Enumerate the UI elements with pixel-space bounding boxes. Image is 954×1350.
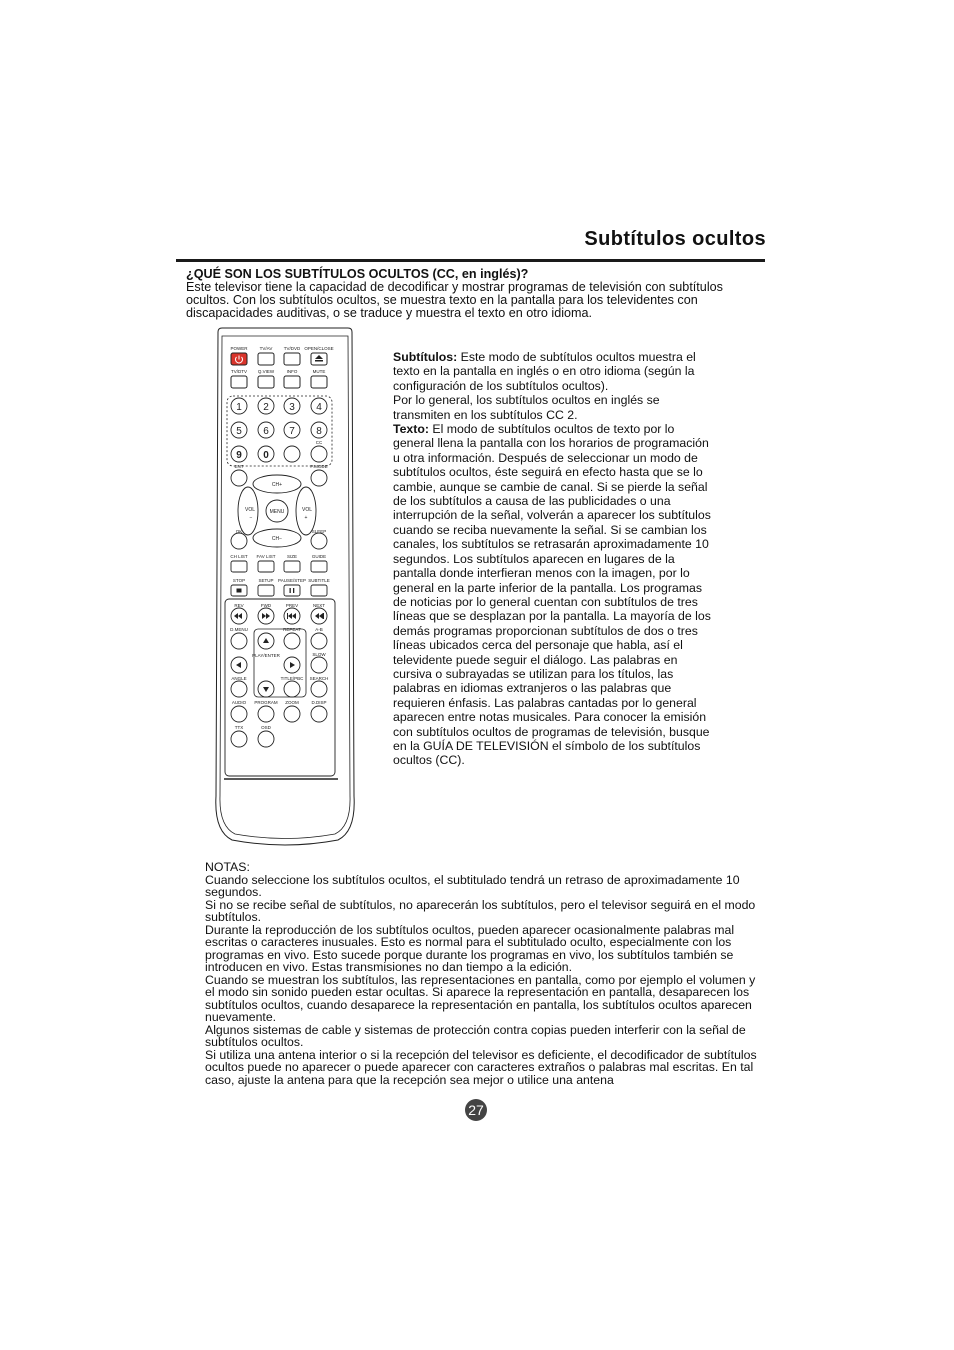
stop-icon (237, 589, 242, 593)
side-line: de los subtítulos a causa de las publicidades o una (393, 494, 671, 509)
playenter-label: PLAY/ENTER (252, 653, 280, 658)
tvdtv-button[interactable] (231, 376, 247, 388)
side-line: requieren énfasis. Las palabras cantadas por lo general (393, 695, 697, 710)
side-line: segundos. Los subtítulos aparecen en lugares de la (393, 551, 675, 566)
texto-line (393, 422, 729, 436)
note-line: Si no se recibe señal de subtítulos, no aparecerán los subtítulos, pero el televisor seguirá en el modo (205, 897, 756, 912)
side-line: aparecen entre notas musicales. Para conocer la emisión (393, 710, 707, 725)
page-number-badge: 27 (465, 1099, 487, 1121)
guide-button[interactable] (311, 561, 327, 572)
mute-button[interactable] (311, 376, 327, 388)
ok-button[interactable] (231, 533, 247, 549)
side-line: en la GUÍA DE TELEVISIÓN el símbolo de los subtítulos (393, 738, 701, 753)
side-line: canales, los subtítulos se retrasarán aproximadamente 10 (393, 537, 709, 552)
ab-label: A-B (315, 627, 323, 632)
side-line: cambie, aunque se cambie de canal. Si se pierde la señal (393, 479, 708, 494)
tvdtv-label: TV/DTV (230, 369, 248, 374)
favlist-button[interactable] (258, 561, 274, 572)
vol-minus-label: − (249, 515, 253, 521)
digit-label: 4 (316, 402, 322, 413)
note-line: Cuando seleccione los subtítulos ocultos, el subtitulado tendrá un retraso de aproximadamente 10 (205, 872, 740, 887)
note-line: Durante la reproducción de los subtítulos ocultos, pueden aparecer ocasionalmente palabras mal (205, 922, 735, 937)
side-line: general en la parte inferior de la pantalla. Los programas (393, 580, 702, 595)
size-label: SIZE (286, 554, 298, 559)
menu-label: MENU (269, 509, 285, 515)
note-line: programas en vivo. Esto sucede porque durante los programas en vivo, los subtítulos también se (205, 947, 734, 962)
note-line: subtítulos ocultos, cuando desaparece la representación en pantalla, los subtítulos ocultos aparecen (205, 997, 752, 1012)
vol-left-label: VOL (244, 507, 256, 513)
side-line: general llena la pantalla con los horarios de programación (393, 436, 709, 451)
chlist-label: CH LIST (230, 554, 248, 559)
zoom-label: ZOOM (285, 700, 299, 705)
favlist-label: FAV LIST (256, 554, 276, 559)
program-label: PROGRAM (254, 700, 278, 705)
pmode-label: P.MODE (310, 464, 328, 469)
note-line: introducen en vivo. Estas transmisiones no dan tiempo a la edición. (205, 960, 573, 974)
subtitle-button[interactable] (311, 585, 327, 596)
sleep-button[interactable] (311, 533, 327, 549)
texto-text: El modo de subtítulos ocultos de texto por lo (428, 422, 675, 437)
remote-control-illustration (210, 326, 360, 848)
digit-label: 2 (263, 402, 269, 413)
angle-label: ANGLE (231, 676, 247, 681)
digit-label: 0 (263, 450, 269, 461)
arrow-down-icon (263, 687, 269, 692)
digit-label: 7 (289, 426, 295, 437)
digit-label: 8 (316, 426, 322, 437)
note-line: subtítulos ocultos. (205, 1035, 304, 1049)
angle-button[interactable] (231, 681, 247, 697)
intro-line: discapacidades auditivas, o se traduce y muestra el texto en otro idioma. (186, 306, 593, 320)
dvd-panel (225, 599, 335, 776)
search-button[interactable] (311, 681, 327, 697)
pmode-button[interactable] (311, 470, 327, 486)
side-line: líneas ubicados cerca del personaje que habla, así el (393, 638, 683, 653)
side-line: de noticias por lo general cuentan con subtítulos de tres (393, 594, 698, 609)
slow-label: SLOW (312, 652, 326, 657)
side-line: Por lo general, los subtítulos ocultos en inglés se (393, 393, 660, 408)
subtitle-label: SUBTITLE (308, 578, 330, 583)
cc-button[interactable] (311, 446, 327, 462)
note-line: subtítulos. (205, 910, 262, 924)
ddisp-button[interactable] (311, 706, 327, 722)
audio-button[interactable] (231, 706, 247, 722)
note-line: caso, ajuste la antena para que la recepción sea mejor o utilice una antena (205, 1072, 614, 1087)
program-button[interactable] (258, 706, 274, 722)
vol-plus-label: + (304, 515, 308, 521)
side-line: interrupción de la señal, volverán a aparecer los subtítulos (393, 508, 711, 523)
ddisp-label: D.DISP (311, 700, 327, 705)
digit-label: 6 (263, 426, 269, 437)
intro-line: Este televisor tiene la capacidad de decodificar y mostrar programas de televisión con subtítulos (186, 280, 723, 294)
ent-button[interactable] (231, 470, 247, 486)
side-line: ocultos (CC). (393, 753, 465, 768)
power-label: POWER (230, 346, 248, 351)
cc-label: CC (315, 440, 323, 445)
side-line: líneas que se desplazan por la pantalla. La mayoría de los (393, 609, 711, 624)
side-line: texto en la pantalla en inglés o en otro idioma (según la (393, 364, 695, 379)
audio-label: AUDIO (231, 700, 247, 705)
slow-button[interactable] (311, 657, 327, 673)
ok-label: OK (235, 529, 243, 534)
subtitulos-text: Este modo de subtítulos ocultos muestra el (457, 350, 696, 364)
zoom-button[interactable] (284, 706, 300, 722)
mute-label: MUTE (312, 369, 326, 374)
openclose-label: OPEN/CLOSE (304, 346, 334, 351)
previous-icon (287, 613, 296, 619)
tvdvd-button[interactable] (284, 353, 300, 365)
repeat-label: REPEAT (283, 627, 301, 632)
note-line: Algunos sistemas de cable y sistemas de protección contra copias pueden interferir con la señal de (205, 1022, 746, 1037)
guide-label: GUIDE (311, 554, 327, 559)
info-label: INFO (286, 369, 298, 374)
ttx-button[interactable] (231, 731, 247, 747)
osd-button[interactable] (258, 731, 274, 747)
page-title: Subtítulos ocultos (584, 228, 766, 250)
side-line: palabras en idiomas extranjeros o las palabras que (393, 681, 672, 696)
side-description (393, 350, 729, 768)
dmenu-button[interactable] (231, 633, 247, 649)
note-line: Si utiliza una antena interior o si la recepción del televisor es deficiente, el decodificador de subtítulos (205, 1047, 757, 1062)
side-line: u otra información. Después de seleccionar un modo de (393, 450, 698, 465)
notes-section (205, 861, 773, 1086)
note-line: Cuando se muestran los subtítulos, las representaciones en pantalla, como por ejemplo el volumen y (205, 972, 756, 987)
titlepbc-label: TITLE/PBC (280, 676, 304, 681)
ch-up-label: CH+ (271, 482, 283, 488)
side-line: televidente puede seguir el diálogo. Las palabras en (393, 652, 678, 667)
note-line: ocultos puede no aparecer o puede aparecer con caracteres extraños o palabras mal escritas. En tal (205, 1060, 754, 1074)
digit-label: 5 (236, 426, 242, 437)
qview-button[interactable] (258, 376, 274, 388)
arrow-right-icon (290, 662, 295, 668)
setup-button[interactable] (258, 585, 274, 596)
note-line: escritas o caracteres inusuales. Esto es normal para el subtitulado oculto, especialmente con los (205, 935, 732, 949)
intro-section (186, 268, 766, 320)
texto-label: Texto: (393, 422, 429, 437)
vol-right-label: VOL (301, 507, 313, 513)
title-rule (176, 259, 765, 262)
subtitulos-line (393, 350, 729, 364)
fast-forward-icon (262, 613, 270, 619)
arrow-left-icon (236, 662, 241, 668)
next-icon (315, 613, 324, 619)
side-line: cuando se reciba nuevamente la señal. Si se cambian los (393, 522, 707, 537)
dmenu-label: D.MENU (230, 627, 248, 632)
side-line: transmiten en los subtítulos CC 2. (393, 407, 578, 422)
repeat-button[interactable] (284, 633, 300, 649)
ch-down-label: CH− (271, 536, 283, 542)
tvdvd-label: TV/DVD (283, 346, 301, 351)
side-line: cursiva o subrayadas se utilizan para los títulos, las (393, 666, 674, 681)
rewind-icon (234, 613, 242, 619)
rev-label: REV (234, 603, 244, 608)
tvav-label: TV/AV (259, 346, 273, 351)
info-button[interactable] (284, 376, 300, 388)
dvd-nav-box (254, 629, 306, 697)
note-line: nuevamente. (205, 1010, 277, 1024)
pausestep-label: PAUSE/STEP (278, 578, 306, 583)
size-button[interactable] (284, 561, 300, 572)
note-line: el modo sin sonido pueden estar ocultas. Si aparece la representación en pantalla, desaparecen los (205, 985, 750, 999)
fwd-label: FWD (260, 603, 272, 608)
search-label: SEARCH (309, 676, 329, 681)
titlepbc-button[interactable] (284, 681, 300, 697)
arrow-up-icon (263, 638, 269, 643)
stop-label: STOP (232, 578, 246, 583)
side-line: demás programas proporcionan subtítulos de dos o tres (393, 623, 698, 638)
side-line: con subtítulos ocultos de programas de televisión, busque (393, 724, 710, 739)
digit-label: 3 (289, 402, 295, 413)
digit-label: 9 (236, 450, 242, 461)
pausestep-button[interactable] (284, 585, 300, 596)
eject-icon (315, 355, 323, 362)
chlist-button[interactable] (231, 561, 247, 572)
side-line: subtítulos ocultos, éste seguirá en efecto hasta que se lo (393, 465, 703, 480)
side-line: configuración de los subtítulos ocultos). (393, 378, 609, 393)
ent-label: ENT (234, 464, 244, 469)
digit-label: 1 (236, 402, 242, 413)
next-label: NEXT (312, 603, 326, 608)
qview-label: Q.VIEW (257, 369, 275, 374)
tvav-button[interactable] (258, 353, 274, 365)
blank-button[interactable] (284, 446, 300, 462)
intro-heading: ¿QUÉ SON LOS SUBTÍTULOS OCULTOS (CC, en inglés)? (186, 267, 529, 281)
note-line: segundos. (205, 885, 262, 899)
pause-icon (290, 588, 295, 593)
ab-button[interactable] (311, 633, 327, 649)
prev-label: PREV (285, 603, 299, 608)
subtitulos-label: Subtítulos: (393, 350, 458, 364)
osd-label: OSD (261, 725, 271, 730)
intro-line: ocultos. Con los subtítulos ocultos, se muestra texto en la pantalla para los televidentes con (186, 293, 698, 307)
ttx-label: TTX (234, 725, 244, 730)
sleep-label: SLEEP (311, 529, 327, 534)
notes-heading: NOTAS: (205, 860, 250, 874)
setup-label: SETUP (258, 578, 274, 583)
side-line: pantalla donde interfieran menos con la imagen, por lo (393, 566, 690, 581)
